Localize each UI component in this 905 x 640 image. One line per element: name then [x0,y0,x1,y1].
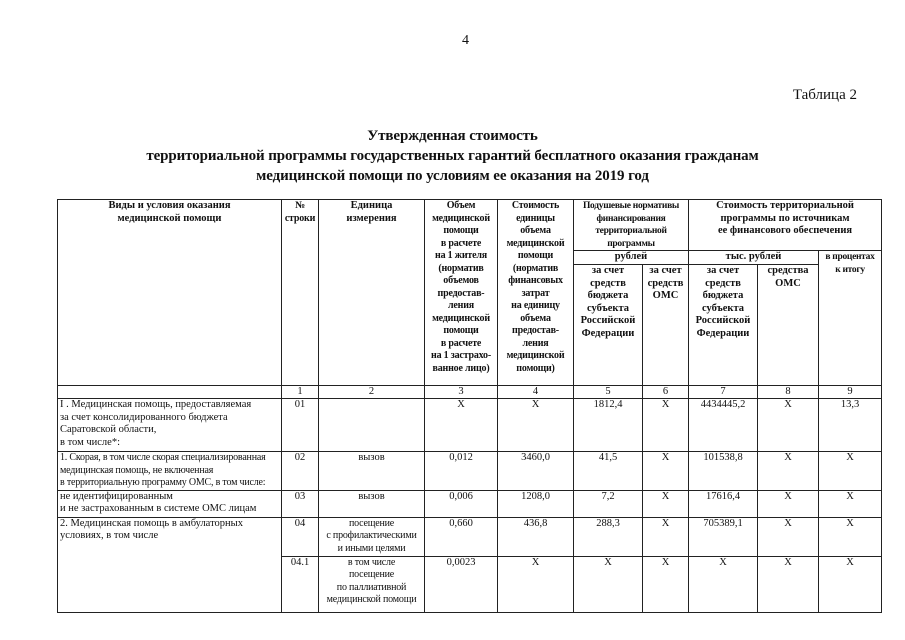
row-kind [58,399,282,452]
header-program-cost [689,200,882,251]
text-line: предостав- [437,287,485,299]
cell-program-percent: 13,3 [819,399,882,452]
cell-program-percent: Х [819,490,882,517]
column-number-blank [58,386,282,399]
cell-per-capita-budget: 1812,4 [574,399,643,452]
text-line: медицинской [432,212,490,224]
text-line: объема [520,225,551,236]
header-volume [425,200,498,386]
header-per-capita-budget [574,265,643,386]
header-kind [58,200,282,386]
page-number: 4 [462,33,469,48]
row-unit [319,452,425,491]
column-number: 2 [319,386,425,399]
text-line: и не застрахованным в системе ОМС лицам [60,503,257,514]
text-line: бюджета [702,290,744,301]
text-line: помощи [443,325,479,336]
cell-cost-unit: Х [498,556,574,612]
text-line: I . Медицинская помощь, предоставляемая [60,399,252,410]
title-line: Утвержденная стоимость [367,128,538,144]
text-line: в территориальную программу ОМС, в том числе: [60,477,266,488]
text-line: объемов [443,275,479,286]
table-row [58,490,882,517]
column-number: 9 [819,386,882,399]
cell-per-capita-budget: 41,5 [574,452,643,491]
cell-cost-unit: Х [498,399,574,452]
text-line: ОМС [775,277,801,289]
cell-program-oms: Х [758,517,819,556]
header-program-cost-oms [758,265,819,386]
column-number: 3 [425,386,498,399]
cell-per-capita-oms: Х [643,399,689,452]
text-line: и иными целями [337,542,406,554]
cell-volume: Х [425,399,498,452]
text-line: финансовых [508,275,563,286]
text-line: за счет [649,265,682,276]
text-line: на 1 жителя [435,250,487,261]
cell-program-budget: 4434445,2 [689,399,758,452]
row-unit [319,490,425,517]
cell-program-budget: 17616,4 [689,490,758,517]
text-line: предостав- [512,325,559,336]
text-line: медицинской [432,312,490,324]
header-per-capita [574,200,689,251]
cell-program-budget: Х [689,556,758,612]
table-row [58,517,882,556]
text-line: бюджета [587,290,629,301]
table-label: Таблица 2 [792,87,857,103]
row-number: 04.1 [282,556,319,612]
text-line: субъекта [587,302,629,314]
cell-program-percent: Х [819,452,882,491]
text-line: медицинской помощи [117,212,222,224]
row-number: 03 [282,490,319,517]
text-line: в процентах [825,252,875,262]
table-row [58,399,882,452]
cell-per-capita-budget: 7,2 [574,490,643,517]
text-line: Объем [446,200,476,211]
cell-cost-unit: 3460,0 [498,452,574,491]
column-number: 8 [758,386,819,399]
text-line: Стоимость [511,200,560,211]
text-line: посещение [348,569,395,580]
text-line: помощи) [516,362,555,374]
text-line: на единицу [511,300,560,311]
text-line: Саратовской области, [60,424,157,435]
text-line: медицинская помощь, не включенная [60,464,214,476]
text-line: средств [590,277,626,289]
text-line: 1. Скорая, в том числе скорая специализированная [60,452,266,463]
cell-volume: 0,660 [425,517,498,556]
text-line: за счет [591,265,625,276]
header-row-no [282,200,319,386]
text-line: ОМС [652,290,679,301]
text-line: в расчете [440,237,482,249]
column-number: 4 [498,386,574,399]
column-numbers-row [58,386,882,399]
text-line: с профилактическими [326,530,417,541]
text-line: не идентифицированным [60,490,173,502]
text-line: финансирования [596,213,666,224]
cell-program-oms: Х [758,556,819,612]
column-number: 1 [282,386,319,399]
header-unit [319,200,425,386]
text-line: вызов [358,490,385,502]
cell-per-capita-budget: 288,3 [574,517,643,556]
text-line: в том числе [347,556,396,568]
row-unit [319,556,425,612]
text-line: условиях, в том числе [60,530,159,541]
text-line: Подушевые нормативы [582,201,680,211]
text-line: средства [767,265,809,276]
cell-per-capita-oms: Х [643,517,689,556]
column-number: 5 [574,386,643,399]
header-program-cost-unit: тыс. рублей [689,251,819,265]
text-line: по паллиативной [336,581,407,593]
cell-program-percent: Х [819,517,882,556]
text-line: за счет консолидированного бюджета [60,411,228,423]
text-line: в том числе*: [60,436,120,448]
header-cost-unit [498,200,574,386]
text-line: помощи [517,250,554,261]
text-line: Виды и условия оказания [108,200,231,211]
document-title [0,126,905,186]
column-number: 6 [643,386,689,399]
text-line: затрат [521,287,550,299]
text-line: строки [284,212,316,224]
text-line: Российской [695,315,751,326]
text-line: Единица [350,200,393,211]
text-line: на 1 застрахо- [431,350,491,361]
text-line: 2. Медицинская помощь в амбулаторных [60,517,243,529]
row-number: 04 [282,517,319,556]
cell-per-capita-budget: Х [574,556,643,612]
cell-volume: 0,012 [425,452,498,491]
header-per-capita-oms [643,265,689,386]
cost-table [57,199,882,613]
table-row [58,452,882,491]
text-line: к итогу [835,264,865,275]
text-line: программы [607,238,655,249]
text-line: помощи [443,225,479,236]
cell-program-budget: 705389,1 [689,517,758,556]
row-kind [58,490,282,517]
text-line: медицинской [506,350,565,361]
text-line: Стоимость территориальной [716,200,854,211]
row-unit [319,399,425,452]
text-line: медицинской помощи [326,594,417,605]
cell-cost-unit: 436,8 [498,517,574,556]
cell-program-oms: Х [758,452,819,491]
row-kind [58,452,282,491]
row-unit [319,517,425,556]
cell-program-percent: Х [819,556,882,612]
cell-program-oms: Х [758,490,819,517]
column-number: 7 [689,386,758,399]
text-line: Федерации [696,327,750,339]
title-line: медицинской помощи по условиям ее оказания на 2019 год [256,168,649,184]
cell-cost-unit: 1208,0 [498,490,574,517]
text-line: субъекта [702,302,744,314]
row-kind [58,517,282,612]
header-program-cost-percent [819,251,882,386]
header-per-capita-unit: рублей [574,251,689,265]
title-line: территориальной программы государственных гарантий бесплатного оказания гражданам [146,148,759,164]
text-line: объема [520,312,551,324]
text-line: Федерации [581,327,635,339]
text-line: ее финансового обеспечения [717,225,853,236]
cell-program-oms: Х [758,399,819,452]
text-line: ления [522,337,549,349]
cell-program-budget: 101538,8 [689,452,758,491]
text-line: Российской [580,315,636,326]
text-line: в расчете [440,337,482,349]
header-program-cost-budget [689,265,758,386]
text-line: единицы [516,212,555,224]
cell-per-capita-oms: Х [643,452,689,491]
text-line: (норматив [438,262,484,274]
text-line: средств [647,277,684,289]
text-line: медицинской [506,237,565,249]
text-line: территориальной [595,226,667,236]
cell-volume: 0,006 [425,490,498,517]
text-line: за счет [706,265,740,276]
text-line: посещение [348,517,395,529]
text-line: (норматив [512,262,559,274]
text-line: средств [705,277,741,289]
row-number: 01 [282,399,319,452]
cell-per-capita-oms: Х [643,490,689,517]
text-line: ления [448,300,474,311]
text-line: ванное лицо) [432,362,490,374]
text-line: программы по источникам [720,212,850,224]
cell-volume: 0,0023 [425,556,498,612]
text-line: измерения [346,212,397,224]
cell-per-capita-oms: Х [643,556,689,612]
text-line: вызов [358,452,385,463]
row-number: 02 [282,452,319,491]
text-line: № [295,200,305,211]
